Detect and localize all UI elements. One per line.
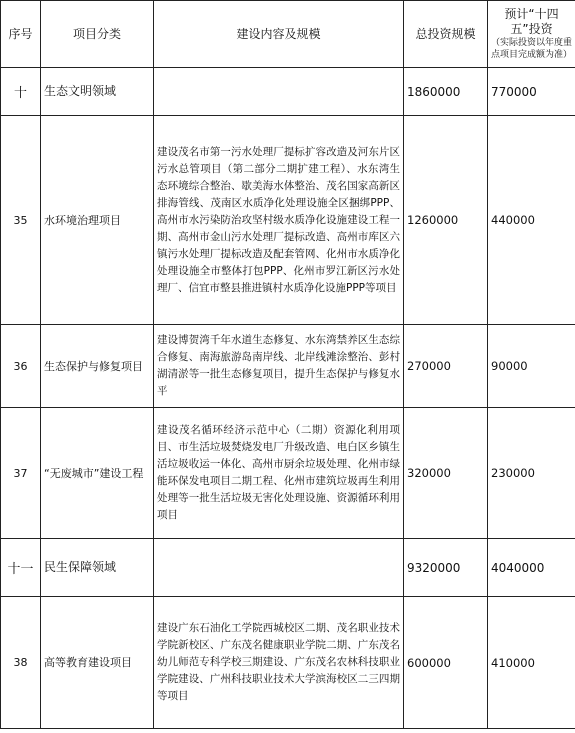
row-plan: 440000 [488, 116, 575, 325]
row-total: 9320000 [404, 539, 488, 597]
row-content [154, 539, 404, 597]
header-plan [488, 1, 575, 68]
row-plan: 770000 [488, 68, 575, 116]
table-row [1, 408, 575, 539]
row-plan: 4040000 [488, 539, 575, 597]
row-category: 高等教育建设项目 [41, 597, 154, 729]
row-category: “无废城市”建设工程 [41, 408, 154, 539]
table-row [1, 539, 575, 597]
row-total: 270000 [404, 325, 488, 408]
table-row [1, 325, 575, 408]
row-number: 十 [1, 68, 41, 116]
row-plan: 90000 [488, 325, 575, 408]
row-number: 36 [1, 325, 41, 408]
row-content: 建设茂名市第一污水处理厂提标扩容改造及河东片区污水总管项目（第二部分二期扩建工程）、水东湾生态环境综合整治、歇美海水体整治、茂名国家高新区排海管线、茂南区水质净化处理设施全区捆绑PPP、高州市水污染防治攻坚村级水质净化设施建设工程一期、高州市金山污水处理厂提标改造、高州市库区六镇污水处理厂提标改造及配套管网、化州市水质净化处理设施全市整体打包PPP、化州市罗江新区污水处理厂、信宜市整县推进镇村水质净化设施PPP等项目 [154, 116, 404, 325]
header-plan-title: 预计“十四五”投资 [504, 7, 559, 36]
header-content: 建设内容及规模 [154, 1, 404, 68]
row-category: 生态保护与修复项目 [41, 325, 154, 408]
row-content: 建设茂名循环经济示范中心（二期）资源化利用项目、市生活垃圾焚烧发电厂升级改造、电白区乡镇生活垃圾收运一体化、高州市厨余垃圾处理、化州市绿能环保发电项目二期工程、化州市建筑垃圾再生利用处理等一批生活垃圾无害化处理设施、资源循环利用项目 [154, 408, 404, 539]
row-content: 建设博贺湾千年水道生态修复、水东湾禁养区生态综合修复、南海旅游岛南岸线、北岸线滩涂整治、彭村湖清淤等一批生态修复项目，提升生态保护与修复水平 [154, 325, 404, 408]
row-category: 水环境治理项目 [41, 116, 154, 325]
row-total: 600000 [404, 597, 488, 729]
header-plan-note: （实际投资以年度重点项目完成额为准） [491, 38, 573, 60]
table-row [1, 116, 575, 325]
row-plan: 230000 [488, 408, 575, 539]
header-category: 项目分类 [41, 1, 154, 68]
table-row [1, 597, 575, 729]
row-total: 1860000 [404, 68, 488, 116]
row-total: 320000 [404, 408, 488, 539]
row-total: 1260000 [404, 116, 488, 325]
row-plan: 410000 [488, 597, 575, 729]
header-row [1, 1, 575, 68]
row-content [154, 68, 404, 116]
row-number: 十一 [1, 539, 41, 597]
header-total: 总投资规模 [404, 1, 488, 68]
row-category: 民生保障领域 [41, 539, 154, 597]
row-category: 生态文明领域 [41, 68, 154, 116]
row-number: 38 [1, 597, 41, 729]
table-row [1, 68, 575, 116]
header-index: 序号 [1, 1, 41, 68]
row-number: 35 [1, 116, 41, 325]
row-content: 建设广东石油化工学院西城校区二期、茂名职业技术学院新校区、广东茂名健康职业学院二期、广东茂名幼儿师范专科学校三期建设、广东茂名农林科技职业学院建设、广州科技职业技术大学滨海校区二三四期等项目 [154, 597, 404, 729]
row-number: 37 [1, 408, 41, 539]
